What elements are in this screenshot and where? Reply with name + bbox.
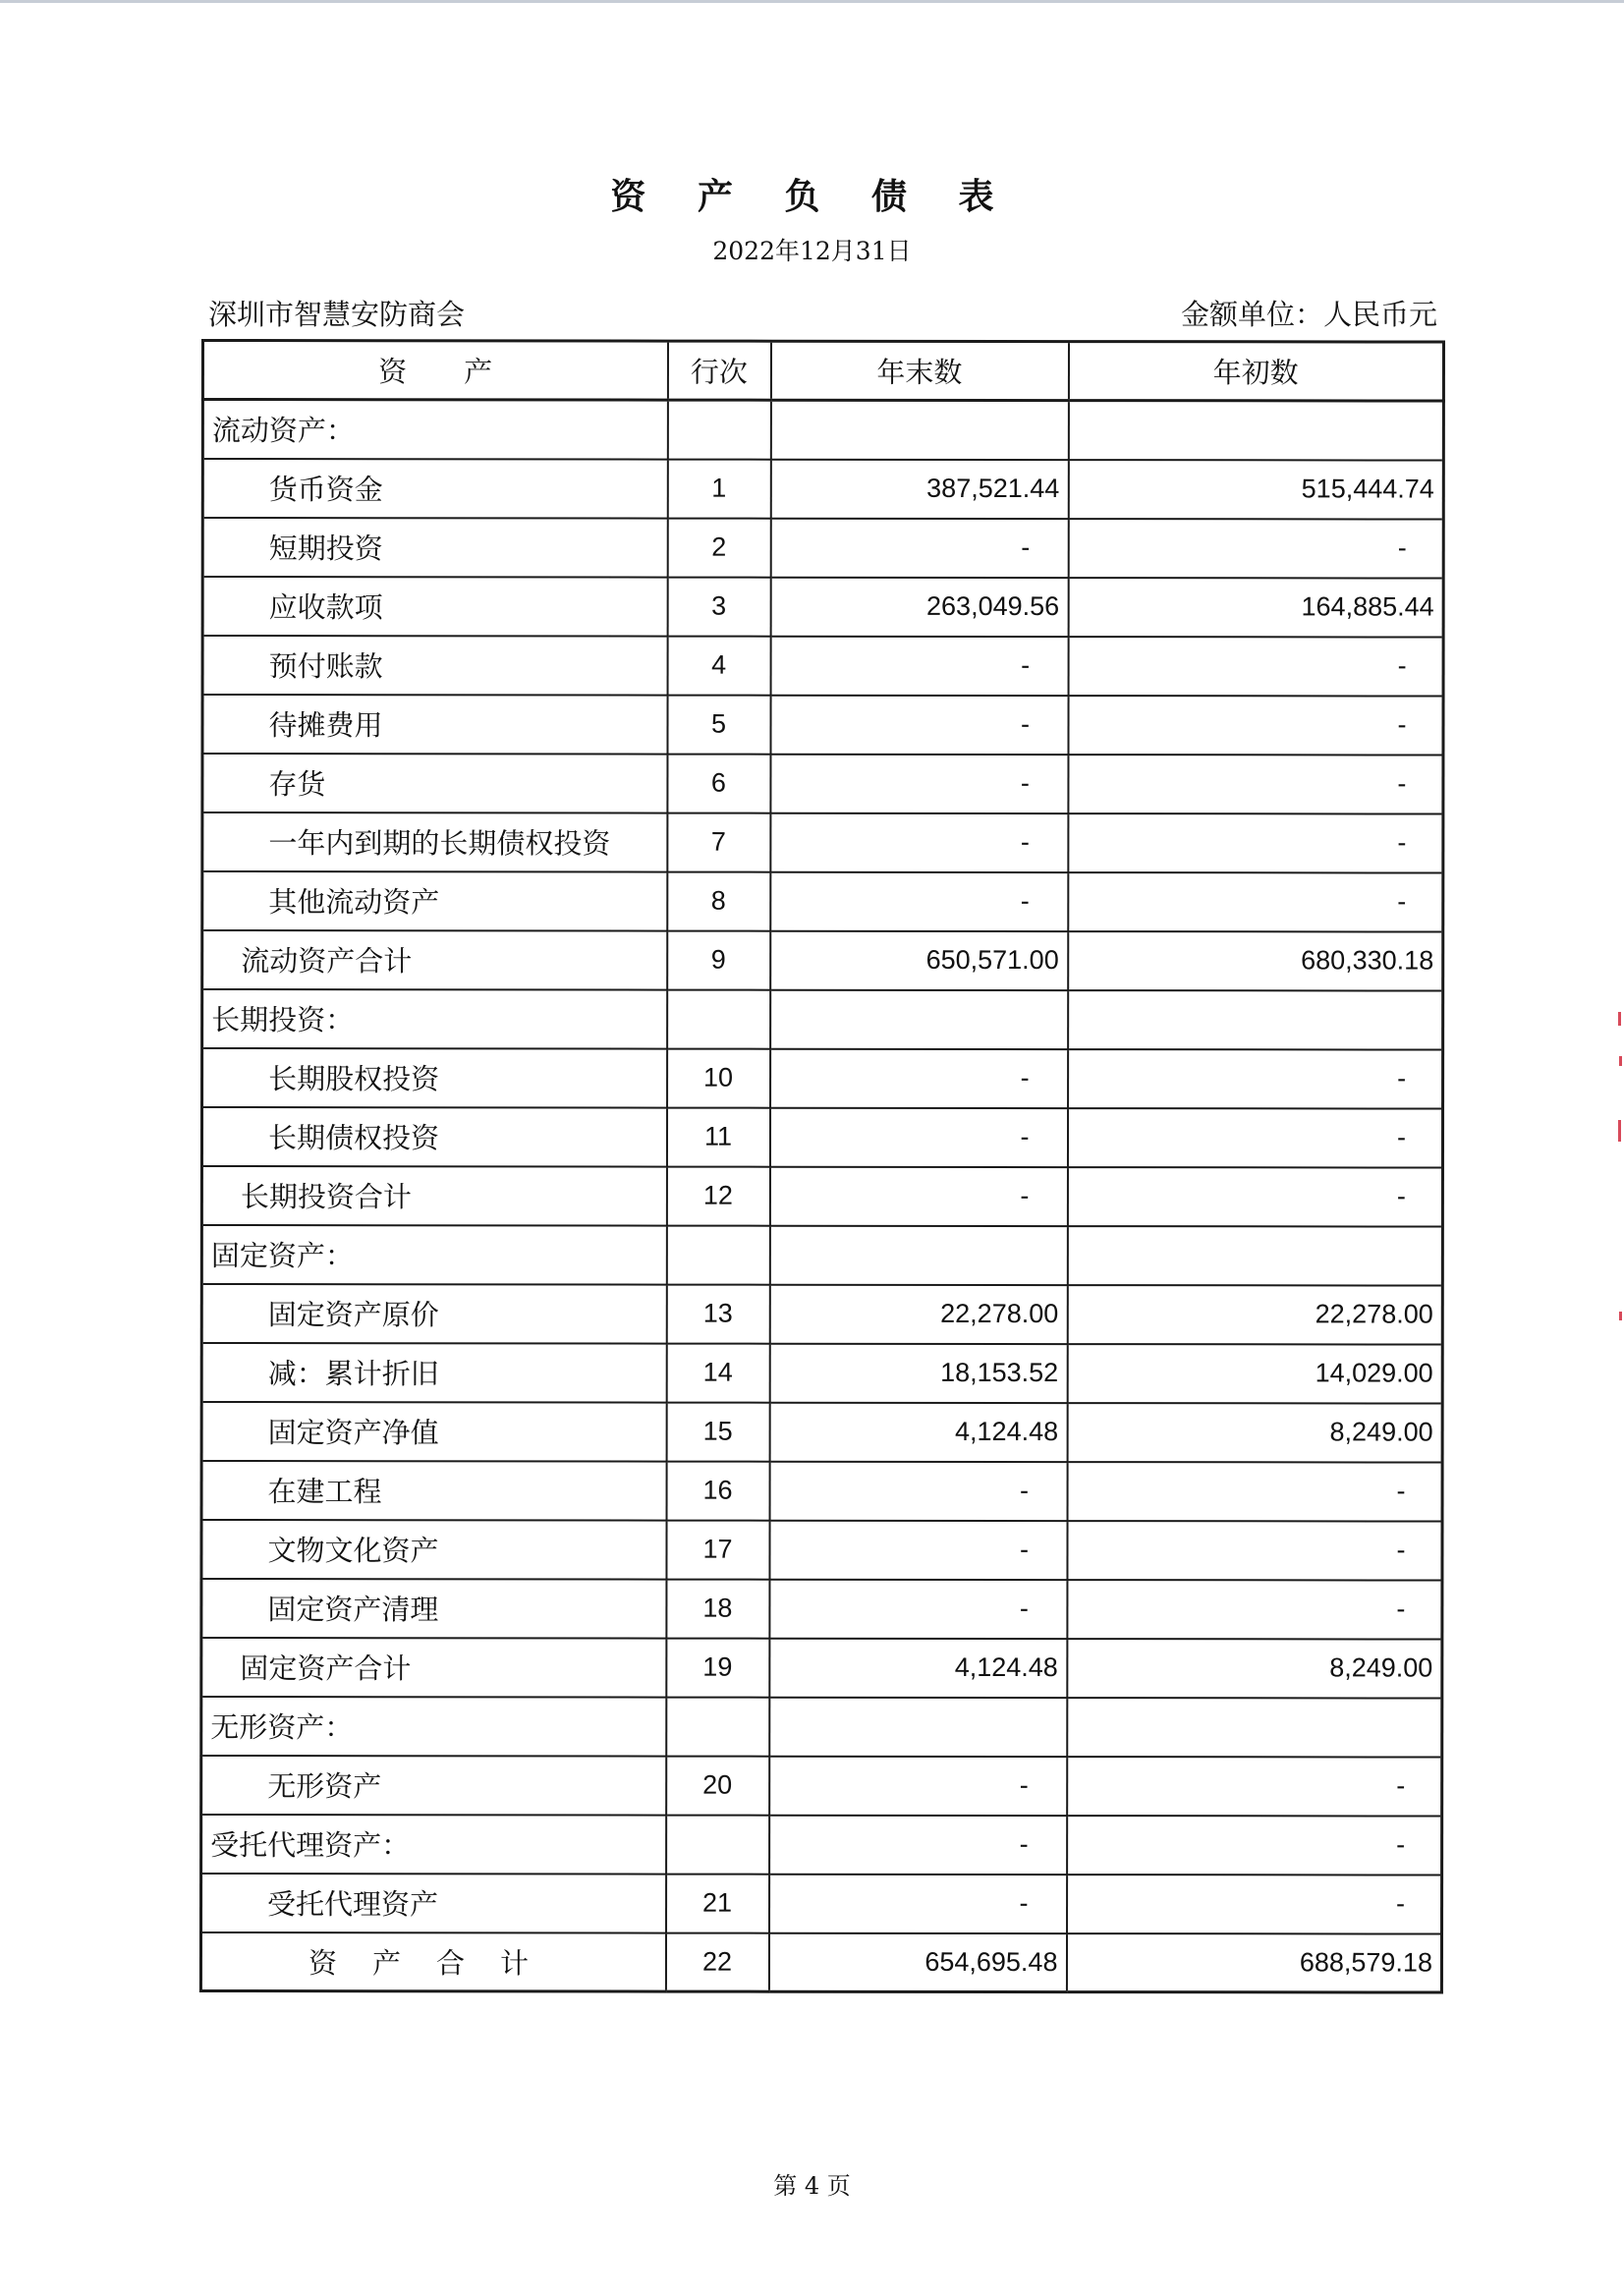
table-row — [201, 1166, 1442, 1227]
row-label: 货币资金 — [202, 459, 667, 519]
row-number: 1 — [667, 459, 770, 518]
table-header-row — [202, 341, 1443, 402]
row-label: 无形资产 — [201, 1756, 666, 1816]
year-begin-value: - — [1068, 696, 1443, 755]
year-end-value — [769, 1225, 1067, 1284]
year-end-value: 387,521.44 — [770, 459, 1068, 518]
year-begin-value: - — [1068, 813, 1443, 872]
table-row — [202, 400, 1443, 461]
row-label: 减：累计折旧 — [201, 1343, 666, 1403]
year-end-value: 654,695.48 — [768, 1932, 1066, 1991]
year-begin-value: - — [1068, 755, 1443, 813]
year-begin-value: - — [1068, 872, 1443, 931]
row-number: 5 — [667, 695, 770, 754]
row-number: 18 — [666, 1579, 769, 1638]
row-number: 9 — [667, 930, 770, 989]
year-end-value — [770, 989, 1068, 1048]
row-number: 7 — [667, 812, 770, 871]
header-year-begin: 年初数 — [1068, 342, 1443, 401]
row-label: 固定资产原价 — [201, 1284, 666, 1344]
year-begin-value: - — [1068, 1049, 1443, 1108]
row-number: 17 — [666, 1520, 769, 1579]
header-row-number: 行次 — [667, 341, 770, 400]
row-label: 资产合计 — [200, 1932, 665, 1992]
row-number — [666, 1697, 769, 1756]
table-row — [200, 1932, 1441, 1993]
table-row — [201, 1579, 1442, 1640]
year-end-value — [770, 400, 1068, 459]
stamp-edge-mark — [1618, 1120, 1621, 1142]
year-begin-value — [1068, 401, 1443, 460]
row-number — [667, 400, 770, 459]
year-end-value: 650,571.00 — [770, 930, 1068, 989]
table-row — [201, 1343, 1442, 1404]
stamp-edge-mark — [1619, 1056, 1622, 1066]
year-begin-value: 688,579.18 — [1066, 1933, 1441, 1992]
year-end-value: - — [769, 1461, 1067, 1520]
row-label: 固定资产净值 — [201, 1402, 666, 1462]
row-label: 待摊费用 — [202, 695, 667, 755]
row-number: 11 — [666, 1107, 769, 1166]
row-number: 21 — [666, 1874, 769, 1932]
year-begin-value: 8,249.00 — [1067, 1403, 1442, 1462]
table-row — [202, 871, 1443, 932]
table-row — [202, 459, 1443, 520]
row-number — [666, 1815, 769, 1874]
year-begin-value: 22,278.00 — [1067, 1285, 1442, 1344]
row-label: 受托代理资产 — [201, 1874, 666, 1933]
row-label: 应收款项 — [202, 577, 667, 637]
row-number: 12 — [666, 1166, 769, 1225]
year-begin-value: - — [1068, 519, 1443, 578]
year-end-value: - — [770, 636, 1068, 695]
table-row — [201, 1638, 1442, 1699]
row-number: 20 — [666, 1756, 769, 1815]
row-number: 3 — [667, 577, 770, 636]
year-begin-value: - — [1067, 1462, 1442, 1521]
row-label: 存货 — [202, 754, 667, 813]
row-label: 固定资产清理 — [201, 1579, 666, 1639]
row-number: 16 — [666, 1461, 769, 1520]
stamp-edge-mark — [1618, 1012, 1621, 1026]
year-begin-value: 14,029.00 — [1067, 1344, 1442, 1403]
row-number: 2 — [667, 518, 770, 577]
year-begin-value: - — [1068, 637, 1443, 696]
row-label: 一年内到期的长期债权投资 — [202, 812, 667, 872]
year-begin-value: - — [1067, 1521, 1442, 1580]
row-label: 预付账款 — [202, 636, 667, 696]
table-row — [201, 1520, 1442, 1581]
table-row — [201, 1107, 1442, 1168]
table-row — [201, 1756, 1442, 1817]
year-end-value: - — [770, 754, 1068, 812]
row-label: 长期投资： — [202, 989, 667, 1049]
year-end-value: 4,124.48 — [769, 1638, 1067, 1697]
row-label: 在建工程 — [201, 1461, 666, 1521]
row-number: 22 — [665, 1932, 768, 1991]
row-number: 19 — [666, 1638, 769, 1697]
table-row — [201, 1284, 1442, 1345]
year-begin-value: 515,444.74 — [1068, 460, 1443, 519]
table-row — [202, 577, 1443, 638]
row-number: 10 — [667, 1048, 770, 1107]
year-end-value: 263,049.56 — [770, 577, 1068, 636]
year-end-value: 22,278.00 — [769, 1284, 1067, 1343]
row-number: 4 — [667, 636, 770, 695]
year-end-value: - — [770, 812, 1068, 871]
row-number — [666, 1225, 769, 1284]
row-label: 长期债权投资 — [201, 1107, 666, 1167]
year-end-value: - — [770, 871, 1068, 930]
row-number: 13 — [666, 1284, 769, 1343]
year-end-value: - — [770, 518, 1068, 577]
year-begin-value: - — [1067, 1875, 1442, 1933]
table-row — [202, 930, 1443, 991]
row-number: 15 — [666, 1402, 769, 1461]
year-begin-value: - — [1067, 1816, 1442, 1875]
table-row — [202, 989, 1443, 1050]
year-end-value: - — [769, 1166, 1067, 1225]
balance-sheet-table — [199, 339, 1445, 1994]
year-begin-value: 164,885.44 — [1068, 578, 1443, 637]
report-date: 2022年12月31日 — [712, 237, 912, 265]
stamp-edge-mark — [1619, 1312, 1622, 1320]
scan-top-edge — [0, 0, 1624, 3]
page-number: 第 4 页 — [773, 2172, 851, 2200]
year-end-value: - — [769, 1815, 1067, 1874]
table-row — [202, 754, 1443, 814]
year-end-value: - — [770, 695, 1068, 754]
year-end-value: - — [769, 1874, 1067, 1932]
row-label: 短期投资 — [202, 518, 667, 578]
row-label: 长期投资合计 — [201, 1166, 666, 1226]
table-row — [202, 1048, 1443, 1109]
header-asset: 资 产 — [202, 341, 667, 401]
year-end-value: 4,124.48 — [769, 1402, 1067, 1461]
table-row — [202, 636, 1443, 697]
row-label: 文物文化资产 — [201, 1520, 666, 1580]
row-number — [667, 989, 770, 1048]
year-begin-value: 680,330.18 — [1068, 931, 1443, 990]
year-begin-value — [1068, 990, 1443, 1049]
organization-name: 深圳市智慧安防商会 — [208, 298, 466, 331]
table-row — [201, 1815, 1442, 1875]
row-label: 流动资产合计 — [202, 930, 667, 990]
table-row — [201, 1461, 1442, 1522]
year-end-value: - — [769, 1107, 1067, 1166]
table-row — [201, 1874, 1442, 1934]
year-begin-value: - — [1067, 1757, 1442, 1816]
table-row — [202, 695, 1443, 756]
document-title: 资 产 负 债 表 — [610, 176, 1014, 217]
table-row — [202, 518, 1443, 579]
year-end-value — [769, 1697, 1067, 1756]
year-end-value: - — [769, 1520, 1067, 1579]
row-label: 其他流动资产 — [202, 871, 667, 931]
row-number: 6 — [667, 754, 770, 812]
table-row — [201, 1225, 1442, 1286]
year-end-value: - — [769, 1756, 1067, 1815]
row-label: 长期股权投资 — [202, 1048, 667, 1108]
row-label: 流动资产： — [202, 400, 667, 460]
year-begin-value — [1067, 1698, 1442, 1757]
year-end-value: - — [769, 1579, 1067, 1638]
table-row — [202, 812, 1443, 873]
year-begin-value — [1067, 1226, 1442, 1285]
row-label: 无形资产： — [201, 1697, 666, 1757]
table-body — [200, 400, 1443, 1993]
row-number: 8 — [667, 871, 770, 930]
year-end-value: - — [770, 1048, 1068, 1107]
table-row — [201, 1697, 1442, 1758]
year-end-value: 18,153.52 — [769, 1343, 1067, 1402]
currency-unit: 金额单位：人民币元 — [1180, 298, 1437, 331]
row-label: 受托代理资产： — [201, 1815, 666, 1875]
header-year-end: 年末数 — [770, 341, 1068, 400]
row-label: 固定资产： — [201, 1225, 666, 1285]
row-number: 14 — [666, 1343, 769, 1402]
year-begin-value: - — [1067, 1108, 1442, 1167]
table-row — [201, 1402, 1442, 1463]
year-begin-value: - — [1067, 1167, 1442, 1226]
balance-sheet-container — [199, 339, 1445, 1994]
row-label: 固定资产合计 — [201, 1638, 666, 1698]
year-begin-value: - — [1067, 1580, 1442, 1639]
year-begin-value: 8,249.00 — [1067, 1639, 1442, 1698]
